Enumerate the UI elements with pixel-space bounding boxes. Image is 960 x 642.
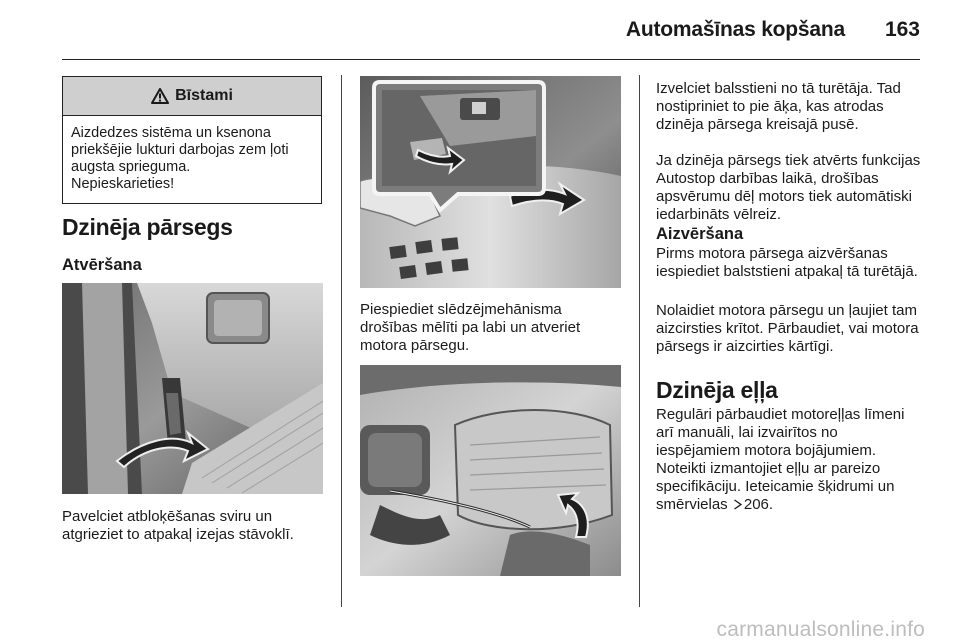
subheading-opening: Atvēršana (62, 256, 142, 274)
paragraph-autostop: Ja dzinēja pārsegs tiek atvērts funkcijas Autostop darbības laikā, drošības apsvērumu dēļ motors tiek automātiski iedarbināts vēlreiz. (656, 152, 921, 223)
warning-triangle-icon (151, 88, 169, 104)
header-rule (62, 59, 920, 60)
paragraph-stay-rod: Izvelciet balsstieni no tā turētāja. Tad nostipriniet to pie āķa, kas atrodas dzinēja pārsega kreisajā pusē. (656, 80, 901, 133)
warning-header (63, 77, 321, 116)
warning-note: Nepieskarieties! (71, 176, 175, 192)
column-divider-left (341, 75, 342, 607)
paragraph-engine-oil (656, 406, 924, 514)
page-number: 163 (884, 18, 920, 41)
paragraph-engine-oil-text: Regulāri pārbaudiet motoreļļas līmeni arī manuāli, lai izvairītos no iespējamiem motora bojājumiem. Noteikti izmantojiet eļļu ar pareizo specifikāciju. Ieteicamie šķidrumi un smērvielas (656, 406, 905, 513)
caption-release-lever: Pavelciet atbloķēšanas sviru un atgrieziet to atpakaļ izejas stāvoklī. (62, 508, 294, 543)
photo-engine-compartment (360, 365, 621, 576)
warning-body (63, 116, 321, 193)
page-reference-icon (733, 499, 743, 510)
warning-title: Bīstami (175, 87, 233, 104)
caption-safety-catch: Piespiediet slēdzējmehānisma drošības mēlīti pa labi un atveriet motora pārsegu. (360, 301, 581, 354)
page-header-title: Automašīnas kopšana (625, 18, 845, 41)
footer-watermark: carmanualsonline.info (716, 618, 925, 641)
subheading-closing: Aizvēršana (656, 225, 744, 243)
page-reference-link[interactable]: 206. (743, 496, 774, 513)
warning-text: Aizdedzes sistēma un ksenona priekšējie lukturi darbojas zem ļoti augsta sprieguma. (71, 125, 289, 175)
paragraph-closing-check: Nolaidiet motora pārsegu un ļaujiet tam aizcirsties krītot. Pārbaudiet, vai motora pārsegs ir aizcirties kārtīgi. (656, 302, 919, 355)
section-heading-engine-oil: Dzinēja eļļa (656, 377, 778, 403)
photo-safety-catch (360, 76, 621, 288)
warning-box (62, 76, 322, 204)
photo-release-lever (62, 283, 323, 494)
column-divider-right (639, 75, 640, 607)
section-heading-bonnet: Dzinēja pārsegs (62, 214, 233, 240)
paragraph-closing-rod: Pirms motora pārsega aizvēršanas iespiediet balststieni atpakaļ tā turētājā. (656, 245, 918, 280)
